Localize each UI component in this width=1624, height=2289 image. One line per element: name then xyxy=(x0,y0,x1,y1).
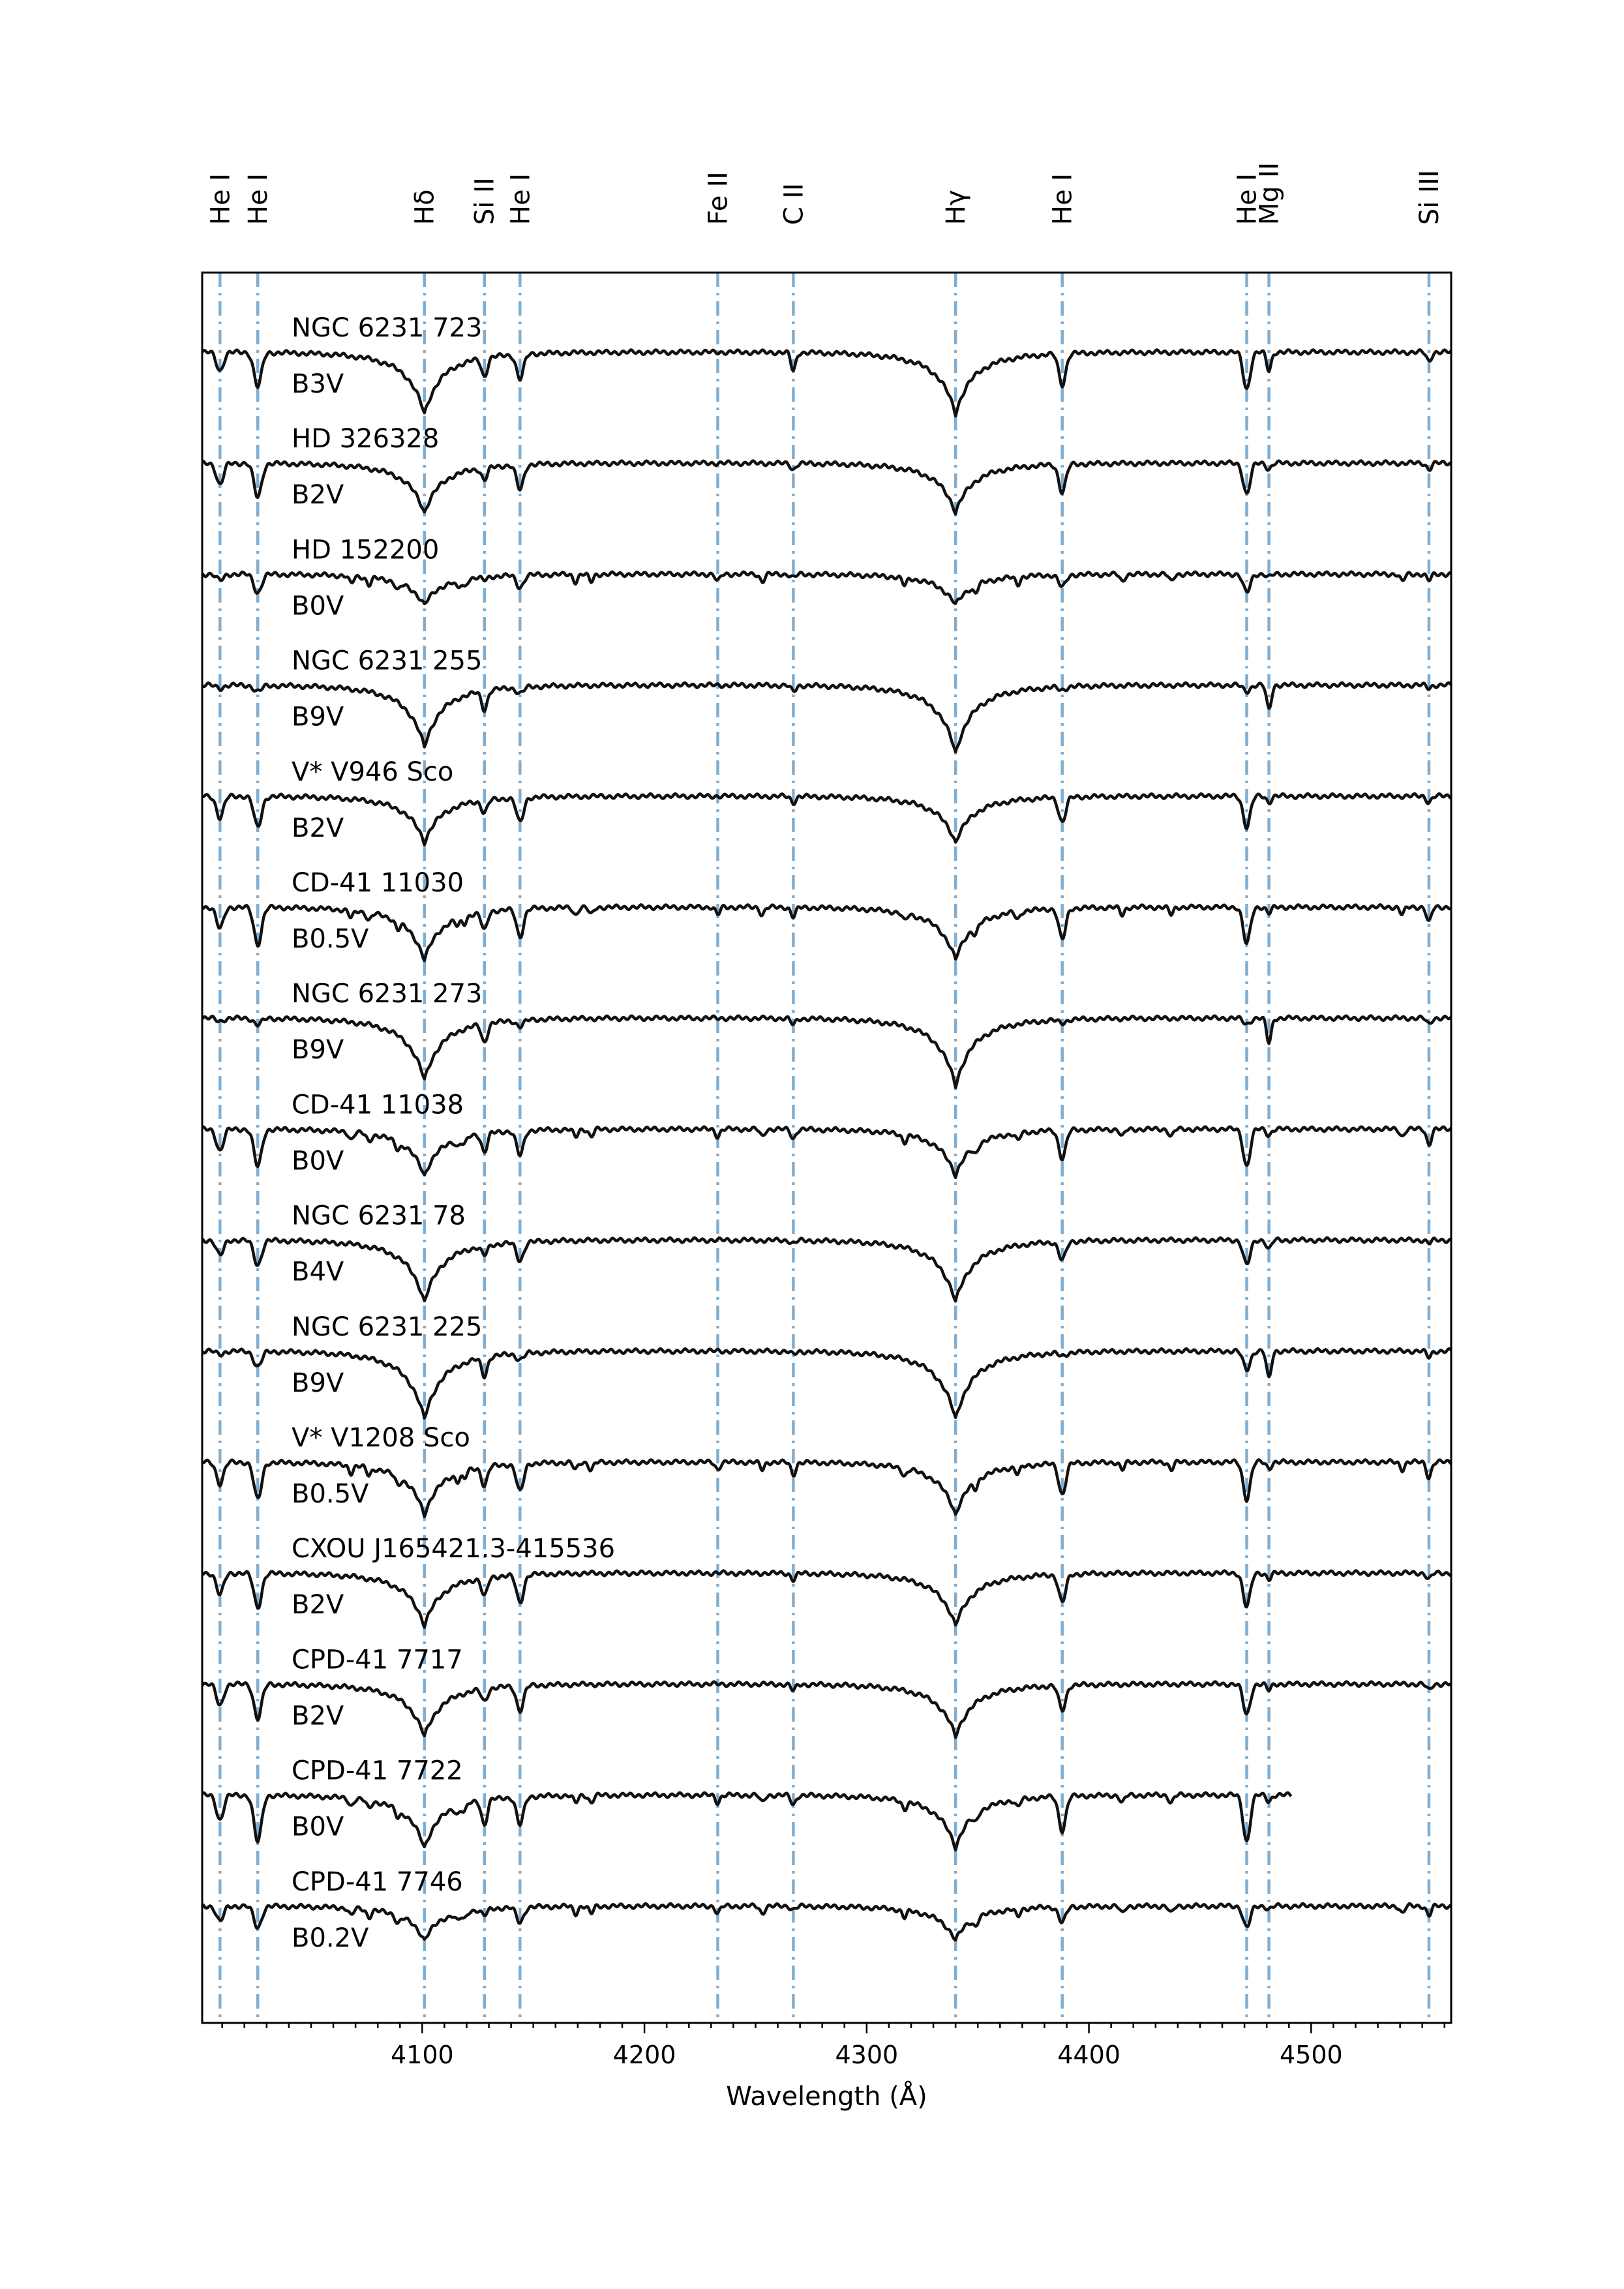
series-name-5: CD-41 11030 xyxy=(292,868,464,898)
series-name-4: V* V946 Sco xyxy=(292,756,454,787)
marker-label-0: He I xyxy=(205,173,236,225)
x-axis-label: Wavelength (Å) xyxy=(726,2082,927,2112)
series-sptype-6: B9V xyxy=(292,1035,344,1066)
spectrum-line-4 xyxy=(202,794,1451,845)
series-sptype-4: B2V xyxy=(292,813,344,843)
spectrum-line-13 xyxy=(202,1793,1291,1850)
marker-label-6: C II xyxy=(779,183,809,225)
series-name-10: V* V1208 Sco xyxy=(292,1423,470,1453)
x-tick-label-3: 4400 xyxy=(1057,2041,1120,2069)
x-axis-ticks xyxy=(222,2023,1445,2069)
series-name-11: CXOU J165421.3-415536 xyxy=(292,1534,616,1564)
x-tick-label-0: 4100 xyxy=(390,2041,454,2069)
series-sptype-9: B9V xyxy=(292,1368,344,1398)
spectrum-line-1 xyxy=(202,460,1451,514)
series-sptype-11: B2V xyxy=(292,1590,344,1621)
spectrum-line-3 xyxy=(202,683,1451,752)
series-name-8: NGC 6231 78 xyxy=(292,1201,466,1231)
marker-label-11: Si III xyxy=(1414,170,1445,225)
series-sptype-5: B0.5V xyxy=(292,924,369,954)
marker-label-3: Si II xyxy=(470,177,500,225)
spectrum-line-11 xyxy=(202,1571,1451,1628)
spectrum-line-5 xyxy=(202,905,1451,961)
series-sptype-1: B2V xyxy=(292,480,344,511)
series-sptype-13: B0V xyxy=(292,1812,344,1842)
series-sptype-8: B4V xyxy=(292,1257,344,1287)
series-sptype-12: B2V xyxy=(292,1701,344,1731)
marker-label-10: Mg II xyxy=(1254,162,1285,225)
series-sptype-0: B3V xyxy=(292,369,344,399)
series-name-14: CPD-41 7746 xyxy=(292,1866,463,1897)
spectrum-line-7 xyxy=(202,1127,1451,1178)
spectrum-line-14 xyxy=(202,1904,1451,1940)
spectrum-line-6 xyxy=(202,1016,1451,1088)
spectrum-line-12 xyxy=(202,1682,1451,1738)
marker-label-2: Hδ xyxy=(410,189,440,225)
series-name-13: CPD-41 7722 xyxy=(292,1756,463,1786)
series-name-7: CD-41 11038 xyxy=(292,1090,464,1120)
spectra-series xyxy=(202,350,1451,1940)
x-tick-label-4: 4500 xyxy=(1279,2041,1343,2069)
series-sptype-3: B9V xyxy=(292,702,344,732)
series-sptype-10: B0.5V xyxy=(292,1479,369,1509)
marker-label-5: Fe II xyxy=(703,172,734,225)
x-tick-label-1: 4200 xyxy=(612,2041,676,2069)
series-name-3: NGC 6231 255 xyxy=(292,646,483,676)
series-sptype-7: B0V xyxy=(292,1146,344,1176)
marker-label-9: He I xyxy=(1232,173,1263,225)
series-name-6: NGC 6231 273 xyxy=(292,979,483,1010)
series-name-12: CPD-41 7717 xyxy=(292,1645,463,1675)
series-name-1: HD 326328 xyxy=(292,424,440,455)
spectrum-line-0 xyxy=(202,350,1451,416)
spectrum-line-8 xyxy=(202,1238,1451,1301)
series-name-9: NGC 6231 225 xyxy=(292,1311,483,1342)
spectrum-line-2 xyxy=(202,572,1451,604)
marker-label-8: He I xyxy=(1047,173,1078,225)
series-name-0: NGC 6231 723 xyxy=(292,313,483,343)
x-tick-label-2: 4300 xyxy=(835,2041,899,2069)
series-sptype-14: B0.2V xyxy=(292,1922,369,1953)
marker-label-1: He I xyxy=(243,173,274,225)
series-name-2: HD 152200 xyxy=(292,535,440,565)
marker-label-7: Hγ xyxy=(941,190,972,225)
marker-label-4: He I xyxy=(505,173,536,225)
line-marker-labels xyxy=(205,162,1445,225)
spectrum-line-9 xyxy=(202,1349,1451,1418)
spectrum-line-10 xyxy=(202,1459,1451,1517)
series-sptype-2: B0V xyxy=(292,591,344,621)
